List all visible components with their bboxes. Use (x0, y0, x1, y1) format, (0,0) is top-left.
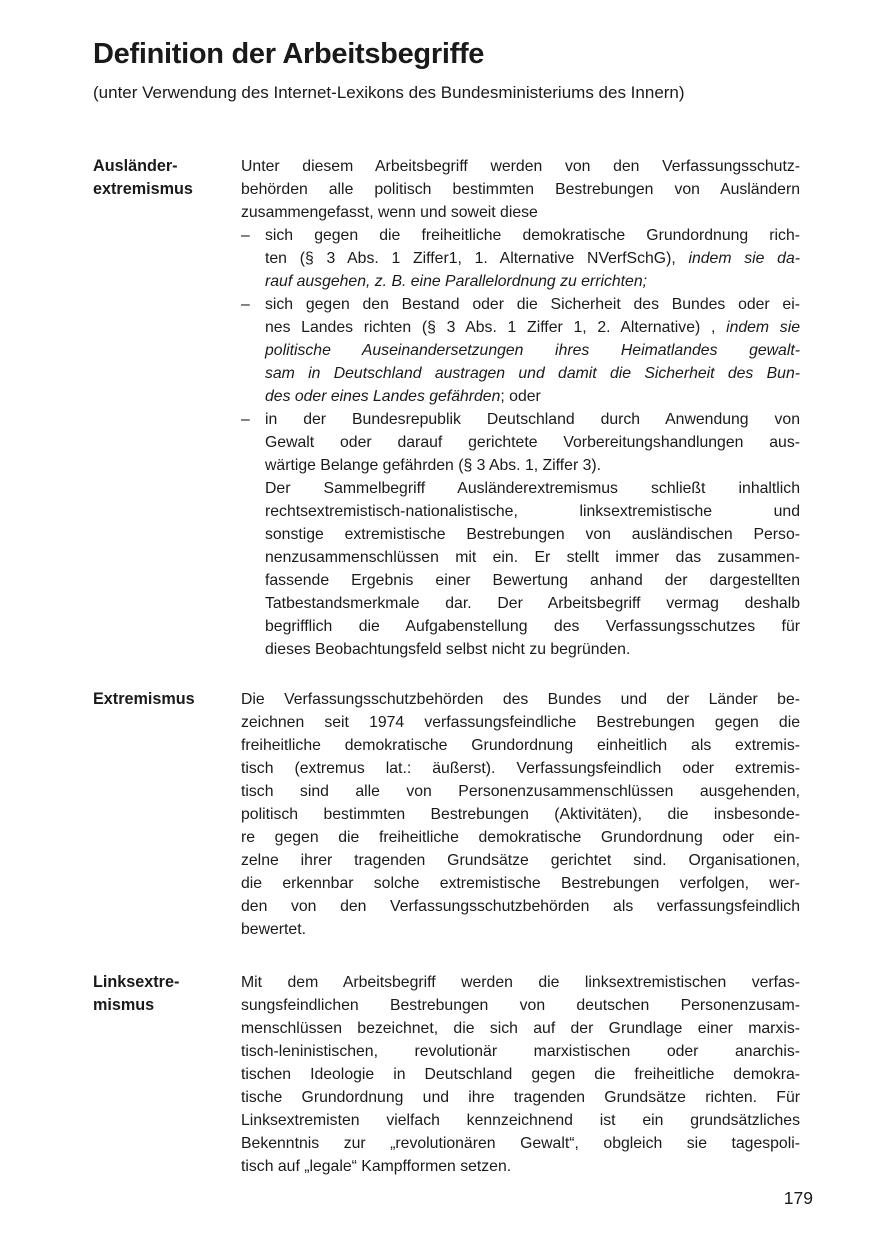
text-segment: Unter diesem Arbeitsbegriff werden von den Verfassungsschutz- (241, 158, 800, 175)
text-segment: tisch (extremus lat.: äußerst). Verfassungsfeindlich oder extremis- (241, 760, 800, 777)
text-segment: zelne ihrer tragenden Grundsätze gerichtet sind. Organisationen, (241, 852, 800, 869)
text-line (241, 1063, 800, 1086)
text-segment: Gewalt oder darauf gerichtete Vorbereitungshandlungen aus- (265, 434, 800, 451)
italic-text-segment: des oder eines Landes gefährden (265, 388, 501, 405)
text-segment: sungsfeindlichen Bestrebungen von deutschen Personenzusam- (241, 997, 800, 1014)
text-line (241, 178, 800, 201)
text-line (241, 1132, 800, 1155)
text-segment: Der Sammelbegriff Ausländerextremismus schließt inhaltlich (265, 480, 800, 497)
text-line (241, 477, 800, 500)
text-line (241, 569, 800, 592)
page-number: 179 (783, 1188, 813, 1208)
text-segment: zeichnen seit 1974 verfassungsfeindliche Bestrebungen gegen die (241, 714, 800, 731)
text-segment: fassende Ergebnis einer Bewertung anhand der dargestellten (265, 572, 800, 589)
text-line (241, 780, 800, 803)
term-label-line: mismus (93, 996, 155, 1014)
text-line (241, 895, 800, 918)
text-line (241, 592, 800, 615)
italic-text-segment: indem sie da- (688, 250, 801, 267)
text-segment: in der Bundesrepublik Deutschland durch Anwendung von (265, 411, 800, 428)
text-line (241, 711, 800, 734)
text-segment: begrifflich die Aufgabenstellung des Verfassungsschutzes für (265, 618, 800, 635)
text-segment: tischen Ideologie in Deutschland gegen die freiheitliche demokra- (241, 1066, 800, 1083)
term-label-line: Ausländer- (93, 157, 178, 175)
text-line (241, 757, 800, 780)
text-line (241, 1017, 800, 1040)
text-line (241, 1086, 800, 1109)
text-segment: nes Landes richten (§ 3 Abs. 1 Ziffer 1, 2. Alternative) , (265, 319, 727, 336)
term-label (93, 155, 241, 201)
text-segment: Mit dem Arbeitsbegriff werden die linksextremistischen verfas- (241, 974, 800, 991)
text-line (241, 918, 800, 941)
text-segment: Linksextremisten vielfach kennzeichnend ist ein grundsätzliches (241, 1112, 800, 1129)
text-segment: Die Verfassungsschutzbehörden des Bundes und der Länder be- (241, 691, 800, 708)
text-line (241, 454, 800, 477)
text-segment: rechtsextremistisch-nationalistische, linksextremistische und (265, 503, 800, 520)
text-segment: ; oder (500, 388, 541, 405)
text-line (241, 1155, 800, 1178)
term-label-line: extremismus (93, 180, 193, 198)
text-segment: nenzusammenschlüssen mit ein. Er stellt immer das zusammen- (265, 549, 800, 566)
text-line (241, 803, 800, 826)
text-line (241, 546, 800, 569)
bullet-dash-icon: – (241, 411, 250, 428)
text-line (241, 615, 800, 638)
text-line (241, 523, 800, 546)
text-segment: ten (§ 3 Abs. 1 Ziffer1, 1. Alternative NVerfSchG), (265, 250, 689, 267)
text-segment: Tatbestandsmerkmale dar. Der Arbeitsbegriff vermag deshalb (265, 595, 800, 612)
text-segment: die erkennbar solche extremistische Bestrebungen verfolgen, wer- (241, 875, 800, 892)
text-line (241, 385, 800, 408)
text-segment: sich gegen die freiheitliche demokratische Grundordnung rich- (265, 227, 800, 244)
text-line (241, 872, 800, 895)
definition-text (241, 971, 800, 1178)
term-label (93, 971, 241, 1017)
text-line (241, 316, 800, 339)
text-line (241, 431, 800, 454)
text-line (241, 339, 800, 362)
definition-section-auslaenderextremismus (93, 155, 800, 661)
italic-text-segment: rauf ausgehen, z. B. eine Parallelordnung zu errichten; (265, 273, 647, 290)
text-segment: wärtige Belange gefährden (§ 3 Abs. 1, Ziffer 3). (265, 457, 602, 474)
text-line (241, 688, 800, 711)
text-segment: bewertet. (241, 921, 306, 938)
text-line (241, 500, 800, 523)
text-line (241, 849, 800, 872)
bullet-dash-icon: – (241, 296, 250, 313)
definition-section-extremismus (93, 688, 800, 941)
definitions-list (93, 155, 800, 1178)
page-subtitle: (unter Verwendung des Internet-Lexikons des Bundesministeriums des Innern) (93, 83, 685, 102)
text-segment: sonstige extremistische Bestrebungen von ausländischen Perso- (265, 526, 800, 543)
text-segment: den von den Verfassungsschutzbehörden als verfassungsfeindlich (241, 898, 800, 915)
text-segment: dieses Beobachtungsfeld selbst nicht zu begründen. (265, 641, 631, 658)
text-segment: tisch sind alle von Personenzusammenschlüssen ausgehenden, (241, 783, 800, 800)
text-segment: menschlüssen bezeichnet, die sich auf der Grundlage einer marxis- (241, 1020, 800, 1037)
definition-section-linksextremismus (93, 971, 800, 1178)
text-segment: tisch auf „legale“ Kampfformen setzen. (241, 1158, 512, 1175)
bullet-line (241, 224, 800, 247)
italic-text-segment: sam in Deutschland austragen und damit die Sicherheit des Bun- (265, 365, 800, 382)
text-line (241, 362, 800, 385)
bullet-line (241, 408, 800, 431)
text-segment: zusammengefasst, wenn und soweit diese (241, 204, 538, 221)
text-line (241, 994, 800, 1017)
text-segment: freiheitliche demokratische Grundordnung einheitlich als extremis- (241, 737, 800, 754)
text-segment: tische Grundordnung und ihre tragenden Grundsätze richten. Für (241, 1089, 800, 1106)
italic-text-segment: politische Auseinandersetzungen ihres Heimatlandes gewalt- (265, 342, 800, 359)
text-line (241, 155, 800, 178)
text-line (241, 1040, 800, 1063)
text-line (241, 734, 800, 757)
bullet-dash-icon: – (241, 227, 250, 244)
page-title: Definition der Arbeitsbegriffe (93, 38, 485, 70)
text-line (241, 247, 800, 270)
text-line (241, 826, 800, 849)
text-line (241, 201, 800, 224)
text-segment: politisch bestimmten Bestrebungen (Aktivitäten), die insbesonde- (241, 806, 800, 823)
text-segment: sich gegen den Bestand oder die Sicherheit des Bundes oder ei- (265, 296, 800, 313)
text-line (241, 270, 800, 293)
term-label-line: Extremismus (93, 690, 195, 708)
bullet-line (241, 293, 800, 316)
text-segment: behörden alle politisch bestimmten Bestrebungen von Ausländern (241, 181, 800, 198)
text-line (241, 1109, 800, 1132)
term-label-line: Linksextre- (93, 973, 180, 991)
text-segment: tisch-leninistischen, revolutionär marxistischen oder anarchis- (241, 1043, 800, 1060)
term-label (93, 688, 241, 711)
text-line (241, 971, 800, 994)
text-segment: Bekenntnis zur „revolutionären Gewalt“, obgleich sie tagespoli- (241, 1135, 800, 1152)
text-segment: re gegen die freiheitliche demokratische Grundordnung oder ein- (241, 829, 800, 846)
italic-text-segment: indem sie (726, 319, 800, 336)
definition-text (241, 688, 800, 941)
definition-text (241, 155, 800, 661)
text-line (241, 638, 800, 661)
